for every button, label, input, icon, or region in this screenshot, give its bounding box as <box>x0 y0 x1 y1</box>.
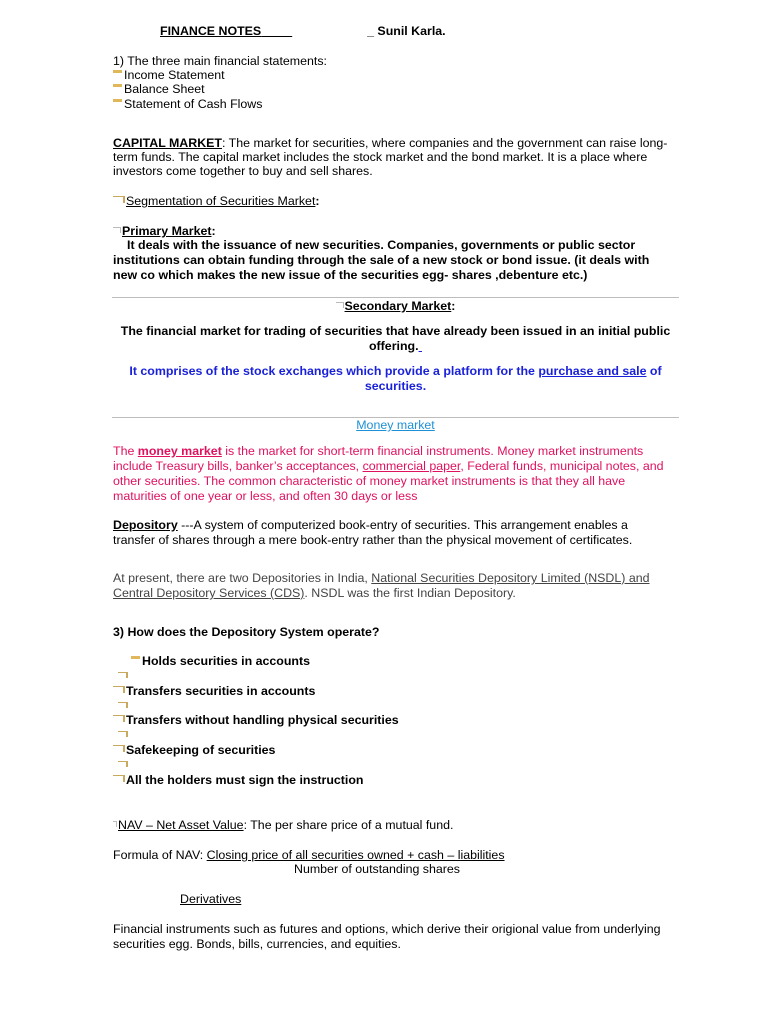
statements-heading: 1) The three main financial statements: <box>113 54 327 68</box>
document-title: FINANCE NOTES <box>160 24 262 38</box>
author-name: _ Sunil Karla. <box>367 24 446 38</box>
secondary-market-heading: Secondary Market: <box>112 299 679 314</box>
arrow-icon <box>113 775 125 782</box>
depository-paragraph: Depository ---A system of computerized book-entry of securities. This arrangement enables a <box>113 518 628 532</box>
secondary-market-blue-text: It comprises of the stock exchanges which provide a platform for the purchase and sale of <box>129 364 662 378</box>
arrow-icon <box>113 745 125 752</box>
nav-term: NAV – Net Asset Value <box>118 818 244 832</box>
arrow-icon <box>113 227 121 233</box>
list-item: Transfers without handling physical securities <box>113 713 399 728</box>
cds-link[interactable]: Central Depository Services (CDS) <box>113 586 305 600</box>
nav-formula-denominator: Number of outstanding shares <box>294 862 460 876</box>
bullet-icon <box>131 656 140 659</box>
arrow-icon <box>113 196 125 203</box>
arrow-icon <box>336 302 344 308</box>
bullet-icon <box>113 99 122 102</box>
nav-paragraph: NAV – Net Asset Value: The per share price of a mutual fund. <box>113 818 453 833</box>
operate-heading: 3) How does the Depository System operate? <box>113 625 380 639</box>
commercial-paper-link[interactable]: commercial paper <box>362 459 461 473</box>
list-item: Transfers securities in accounts <box>113 684 315 699</box>
arrow-icon <box>118 731 128 737</box>
capital-market-paragraph: CAPITAL MARKET: The market for securities, where companies and the government can raise long- <box>113 136 668 150</box>
arrow-icon <box>118 761 128 767</box>
derivatives-paragraph: Financial instruments such as futures and options, which derive their origional value from underlying <box>113 922 661 936</box>
money-market-paragraph: The money market is the market for short-term financial instruments. Money market instruments <box>113 444 644 458</box>
money-market-term[interactable]: money market <box>137 444 222 458</box>
arrow-icon <box>113 715 125 722</box>
derivatives-heading: Derivatives <box>180 892 242 906</box>
primary-market-heading: Primary Market: <box>113 224 216 239</box>
document-header <box>160 24 446 39</box>
capital-market-term: CAPITAL MARKET <box>113 136 222 150</box>
arrow-icon <box>113 821 117 827</box>
divider <box>112 297 679 298</box>
bullet-icon <box>113 84 122 87</box>
arrow-icon <box>118 672 128 678</box>
arrow-icon <box>113 686 125 693</box>
purchase-and-sale-link[interactable]: purchase and sale <box>538 364 647 378</box>
list-item: Statement of Cash Flows <box>113 97 262 112</box>
list-item: Income Statement <box>113 68 225 83</box>
nsdl-link[interactable]: National Securities Depository Limited (NSDL) and <box>371 571 650 585</box>
nav-formula-numerator: Closing price of all securities owned + cash – liabilities <box>206 848 505 862</box>
list-item: Balance Sheet <box>113 82 205 97</box>
bullet-icon <box>113 70 122 73</box>
segmentation-heading: Segmentation of Securities Market: <box>113 194 320 209</box>
nav-formula: Formula of NAV: Closing price of all securities owned + cash – liabilities <box>113 848 505 862</box>
arrow-icon <box>118 702 128 708</box>
depositories-india-paragraph: At present, there are two Depositories in India, National Securities Depository Limited (NSDL) and <box>113 571 650 585</box>
list-item: Safekeeping of securities <box>113 743 275 758</box>
money-market-heading[interactable]: Money market <box>356 418 435 432</box>
list-item: All the holders must sign the instruction <box>113 773 364 788</box>
list-item: Holds securities in accounts <box>131 654 310 669</box>
depository-term: Depository <box>113 518 178 532</box>
